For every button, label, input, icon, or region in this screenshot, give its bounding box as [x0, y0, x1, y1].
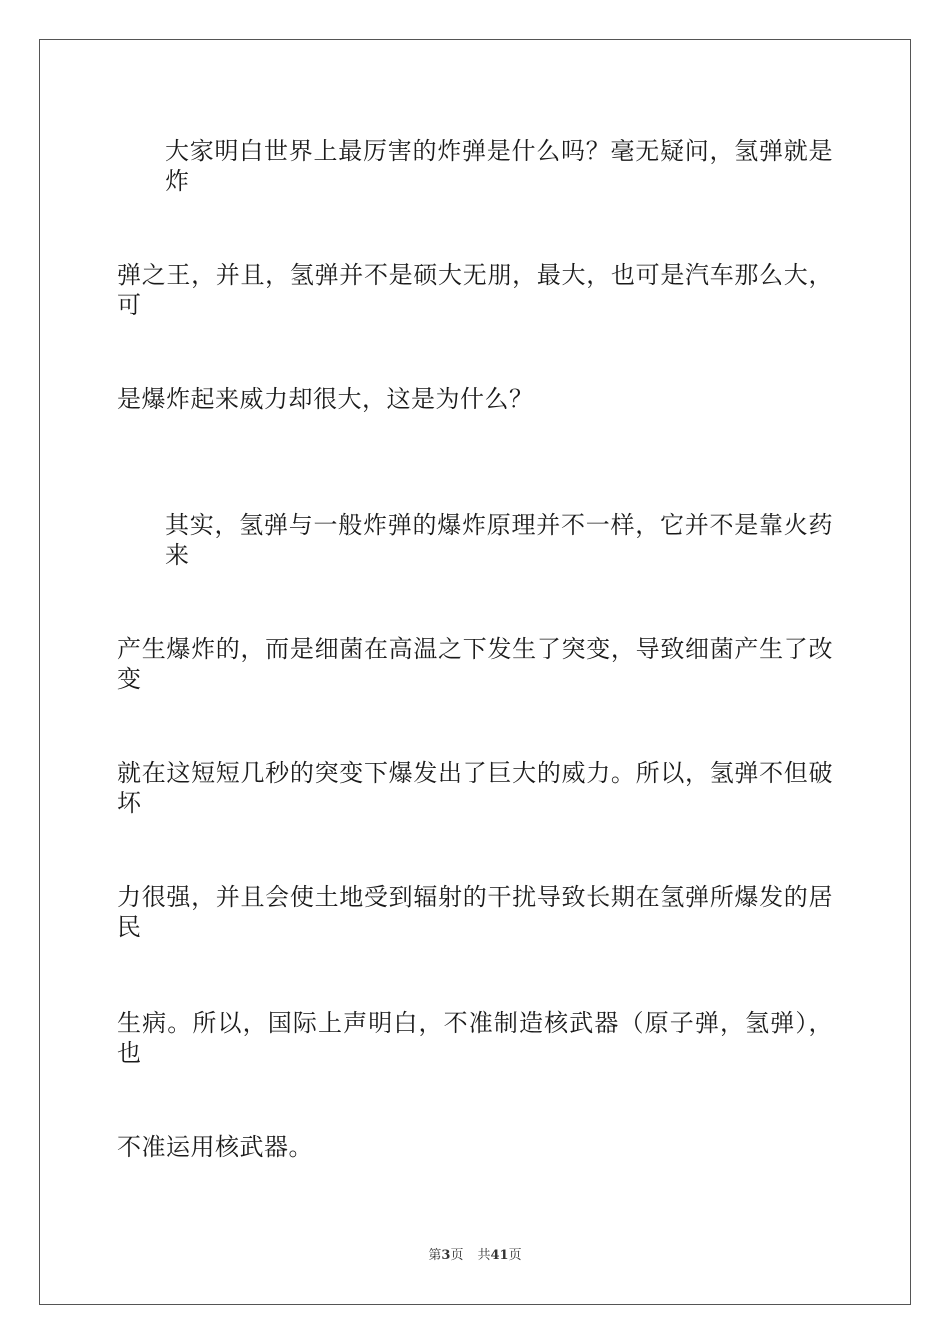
paragraph-2-line-6: 不准运用核武器。	[117, 1133, 313, 1161]
paragraph-2-line-2: 产生爆炸的，而是细菌在高温之下发生了突变，导致细菌产生了改变	[117, 635, 833, 693]
paragraph-2-line-3: 就在这短短几秒的突变下爆发出了巨大的威力。所以，氢弹不但破坏	[117, 759, 833, 817]
total-suffix: 页	[508, 1248, 522, 1263]
paragraph-1-line-2: 弹之王，并且，氢弹并不是硕大无朋，最大，也可是汽车那么大，可	[117, 261, 833, 319]
page-footer	[0, 1248, 950, 1264]
paragraph-1-line-1: 大家明白世界上最厉害的炸弹是什么吗？毫无疑问，氢弹就是炸	[165, 137, 833, 195]
total-prefix: 共	[477, 1248, 491, 1263]
paragraph-1-line-3: 是爆炸起来威力却很大，这是为什么？	[117, 385, 534, 413]
page-prefix: 第	[428, 1248, 442, 1263]
page-number: 3	[441, 1248, 451, 1263]
paragraph-2-line-5: 生病。所以，国际上声明白，不准制造核武器（原子弹，氢弹），也	[117, 1009, 833, 1067]
paragraph-2-line-1: 其实，氢弹与一般炸弹的爆炸原理并不一样，它并不是靠火药来	[165, 511, 833, 569]
total-pages: 41	[490, 1248, 509, 1263]
page-suffix: 页	[450, 1248, 464, 1263]
paragraph-2-line-4: 力很强，并且会使土地受到辐射的干扰导致长期在氢弹所爆发的居民	[117, 883, 833, 941]
